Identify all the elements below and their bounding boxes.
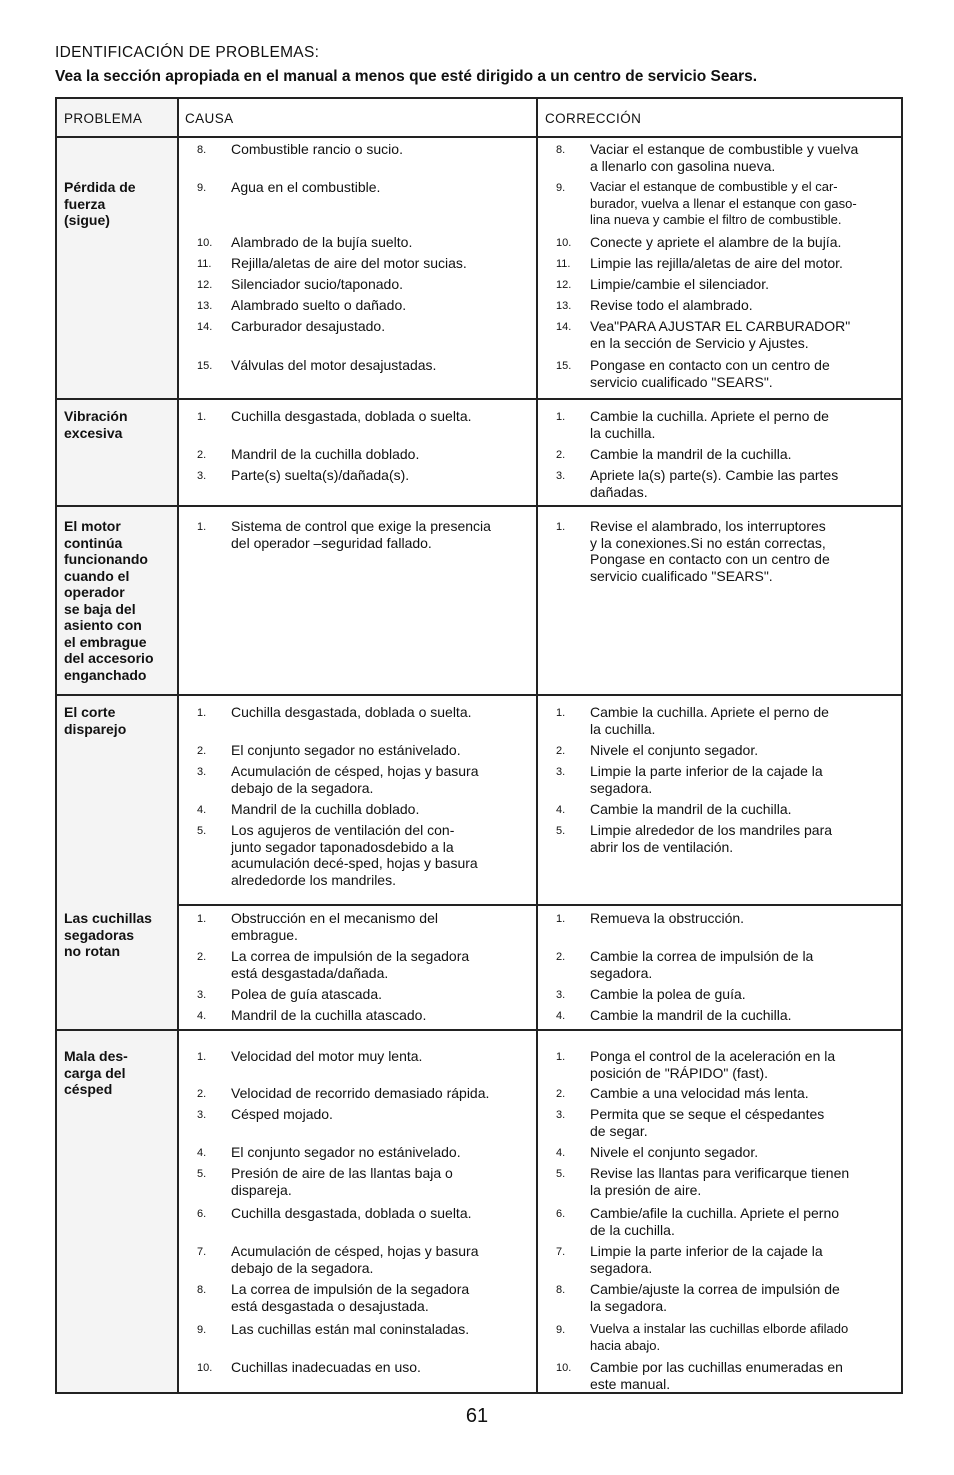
cause-text: Polea de guía atascada. (231, 986, 383, 1002)
correction-text: Vaciar el estanque de combustible y el car- burador, vuelva a llenar el estanque con gaso- lina nueva y cambie el filtro de combustible. (590, 179, 857, 227)
item-number: 4. (197, 1010, 207, 1022)
correction-text: Limpie alrededor de los mandriles para abrir los de ventilación. (590, 822, 833, 855)
cause-text: Cuchilla desgastada, doblada o suelta. (231, 408, 472, 424)
item-number: 8. (556, 144, 566, 156)
cause-text: Rejilla/aletas de aire del motor sucias. (231, 255, 467, 271)
cause-text: Válvulas del motor desajustadas. (231, 357, 437, 373)
problem-engine-keeps-running: El motor continúa funcionando cuando el operador se baja del asiento con el embrague del accesorio enganchado (64, 518, 154, 683)
problem-poor-grass-discharge: Mala des- carga del césped (64, 1048, 128, 1097)
item-number: 11. (197, 258, 212, 270)
item-number: 8. (556, 1284, 566, 1296)
item-number: 4. (556, 804, 566, 816)
cause-text: Combustible rancio o sucio. (231, 141, 403, 157)
item-number: 11. (556, 258, 571, 270)
cause-text: Alambrado suelto o dañado. (231, 297, 407, 313)
item-number: 2. (197, 951, 207, 963)
item-number: 4. (556, 1010, 566, 1022)
correction-text: Ponga el control de la aceleración en la posición de "RÁPIDO" (fast). (590, 1048, 836, 1081)
page-subtitle: Vea la sección apropiada en el manual a menos que esté dirigido a un centro de servicio Sears. (55, 68, 758, 85)
correction-text: Cambie la correa de impulsión de la segadora. (590, 948, 814, 981)
correction-text: Limpie las rejilla/aletas de aire del motor. (590, 255, 843, 271)
correction-text: Limpie la parte inferior de la cajade la segadora. (590, 763, 823, 796)
cause-text: Velocidad de recorrido demasiado rápida. (231, 1085, 490, 1101)
page-number: 61 (465, 1405, 489, 1427)
item-number: 4. (197, 1147, 207, 1159)
correction-text: Cambie la mandril de la cuchilla. (590, 1007, 792, 1023)
column-header-correction: CORRECCIÓN (545, 111, 642, 126)
problem-blades-not-rotating: Las cuchillas segadoras no rotan (64, 910, 152, 959)
item-number: 3. (556, 989, 566, 1001)
item-number: 8. (197, 144, 207, 156)
item-number: 12. (197, 279, 213, 291)
item-number: 6. (197, 1208, 207, 1220)
cause-text: Los agujeros de ventilación del con- junto segador taponadosdebido a la acumulación decé-sped, hojas y basura alrededordе los mandriles. (231, 822, 478, 888)
cause-text: Mandril de la cuchilla doblado. (231, 801, 420, 817)
item-number: 5. (556, 1168, 566, 1180)
cause-text: Césped mojado. (231, 1106, 333, 1122)
item-number: 5. (556, 825, 566, 837)
cause-text: Las cuchillas están mal coninstaladas. (231, 1321, 470, 1337)
cause-text: Sistema de control que exige la presencia del operador –seguridad fallado. (231, 518, 491, 551)
correction-text: Nivele el conjunto segador. (590, 1144, 759, 1160)
item-number: 2. (556, 745, 566, 757)
cause-text: Velocidad del motor muy lenta. (231, 1048, 423, 1064)
item-number: 1. (556, 1051, 566, 1063)
item-number: 10. (197, 1362, 213, 1374)
column-header-cause: CAUSA (185, 111, 234, 126)
item-number: 8. (197, 1284, 207, 1296)
item-number: 3. (197, 989, 207, 1001)
item-number: 9. (556, 182, 566, 194)
item-number: 2. (197, 1088, 207, 1100)
correction-text: Permita que se seque el céspedantes de segar. (590, 1106, 825, 1139)
correction-text: Cambie/ajuste la correa de impulsión de la segadora. (590, 1281, 840, 1314)
item-number: 5. (197, 1168, 207, 1180)
item-number: 3. (556, 470, 566, 482)
item-number: 10. (556, 1362, 572, 1374)
correction-text: Cambie la mandril de la cuchilla. (590, 446, 792, 462)
problem-excessive-vibration: Vibración excesiva (64, 408, 128, 441)
item-number: 4. (556, 1147, 566, 1159)
item-number: 2. (197, 745, 207, 757)
item-number: 1. (556, 411, 566, 423)
item-number: 15. (556, 360, 572, 372)
item-number: 10. (556, 237, 572, 249)
item-number: 1. (197, 913, 207, 925)
item-number: 13. (556, 300, 572, 312)
cause-text: Parte(s) suelta(s)/dañada(s). (231, 467, 410, 483)
item-number: 7. (556, 1246, 566, 1258)
cause-text: Carburador desajustado. (231, 318, 386, 334)
problem-column-shade (57, 99, 177, 1392)
item-number: 2. (556, 449, 566, 461)
item-number: 1. (197, 521, 207, 533)
problem-loss-of-power: Pérdida de fuerza (sigue) (64, 179, 136, 228)
item-number: 1. (556, 521, 566, 533)
item-number: 5. (197, 825, 207, 837)
correction-text: Nivele el conjunto segador. (590, 742, 759, 758)
cause-text: La correa de impulsión de la segadora está desgastada/dañada. (231, 948, 470, 981)
item-number: 14. (556, 321, 572, 333)
cause-text: Acumulación de césped, hojas y basura debajo de la segadora. (231, 763, 479, 796)
item-number: 2. (556, 951, 566, 963)
correction-text: Limpie/cambie el silenciador. (590, 276, 769, 292)
item-number: 13. (197, 300, 213, 312)
cause-text: Cuchilla desgastada, doblada o suelta. (231, 1205, 472, 1221)
correction-text: Vaciar el estanque de combustible y vuelva a llenarlo con gasolina nueva. (590, 141, 859, 174)
correction-text: Cambie la cuchilla. Apriete el perno de la cuchilla. (590, 704, 829, 737)
correction-text: Remueva la obstrucción. (590, 910, 745, 926)
correction-text: Cambie la cuchilla. Apriete el perno de la cuchilla. (590, 408, 829, 441)
correction-text: Limpie la parte inferior de la cajade la segadora. (590, 1243, 823, 1276)
correction-text: Apriete la(s) parte(s). Cambie las partes dañadas. (590, 467, 839, 500)
correction-text: Vuelva a instalar las cuchillas elborde afilado hacia abajo. (590, 1321, 849, 1353)
item-number: 1. (556, 707, 566, 719)
correction-text: Cambie a una velocidad más lenta. (590, 1085, 809, 1101)
cause-text: Presión de aire de las llantas baja o dispareja. (231, 1165, 453, 1198)
correction-text: Cambie por las cuchillas enumeradas en este manual. (590, 1359, 843, 1392)
item-number: 6. (556, 1208, 566, 1220)
cause-text: Mandril de la cuchilla atascado. (231, 1007, 427, 1023)
correction-text: Conecte y apriete el alambre de la bujía. (590, 234, 842, 250)
item-number: 3. (556, 766, 566, 778)
item-number: 1. (556, 913, 566, 925)
item-number: 1. (197, 707, 207, 719)
item-number: 9. (197, 182, 207, 194)
item-number: 9. (197, 1324, 207, 1336)
page-title: IDENTIFICACIÓN DE PROBLEMAS: (55, 44, 320, 61)
item-number: 1. (197, 411, 207, 423)
cause-text: Cuchilla desgastada, doblada o suelta. (231, 704, 472, 720)
item-number: 1. (197, 1051, 207, 1063)
problem-uneven-cut: El corte disparejo (64, 704, 127, 737)
column-header-problem: PROBLEMA (64, 111, 143, 126)
item-number: 12. (556, 279, 572, 291)
item-number: 7. (197, 1246, 207, 1258)
correction-text: Vea"PARA AJUSTAR EL CARBURADOR" en la sección de Servicio y Ajustes. (590, 318, 851, 351)
item-number: 2. (197, 449, 207, 461)
item-number: 9. (556, 1324, 566, 1336)
troubleshooting-table (55, 97, 903, 1394)
item-number: 3. (197, 470, 207, 482)
cause-text: Alambrado de la bujía suelto. (231, 234, 413, 250)
cause-text: El conjunto segador no estánivelado. (231, 742, 461, 758)
item-number: 15. (197, 360, 213, 372)
cause-text: La correa de impulsión de la segadora está desgastada o desajustada. (231, 1281, 470, 1314)
item-number: 2. (556, 1088, 566, 1100)
cause-text: El conjunto segador no estánivelado. (231, 1144, 461, 1160)
cause-text: Cuchillas inadecuadas en uso. (231, 1359, 421, 1375)
correction-text: Revise el alambrado, los interruptores y la conexiones.Si no están correctas, Pongase en contacto con un centro de servicio cualificado "SEARS". (590, 518, 830, 584)
correction-text: Pongase en contacto con un centro de servicio cualificado "SEARS". (590, 357, 830, 390)
correction-text: Revise las llantas para verificarque tienen la presión de aire. (590, 1165, 850, 1198)
correction-text: Revise todo el alambrado. (590, 297, 753, 313)
correction-text: Cambie la polea de guía. (590, 986, 746, 1002)
cause-text: Agua en el combustible. (231, 179, 381, 195)
cause-text: Mandril de la cuchilla doblado. (231, 446, 420, 462)
item-number: 3. (556, 1109, 566, 1121)
item-number: 10. (197, 237, 213, 249)
item-number: 3. (197, 1109, 207, 1121)
correction-text: Cambie/afile la cuchilla. Apriete el perno de la cuchilla. (590, 1205, 840, 1238)
cause-text: Acumulación de césped, hojas y basura debajo de la segadora. (231, 1243, 479, 1276)
item-number: 14. (197, 321, 213, 333)
item-number: 4. (197, 804, 207, 816)
cause-text: Silenciador sucio/taponado. (231, 276, 404, 292)
item-number: 3. (197, 766, 207, 778)
cause-text: Obstrucción en el mecanismo del embrague. (231, 910, 438, 943)
correction-text: Cambie la mandril de la cuchilla. (590, 801, 792, 817)
